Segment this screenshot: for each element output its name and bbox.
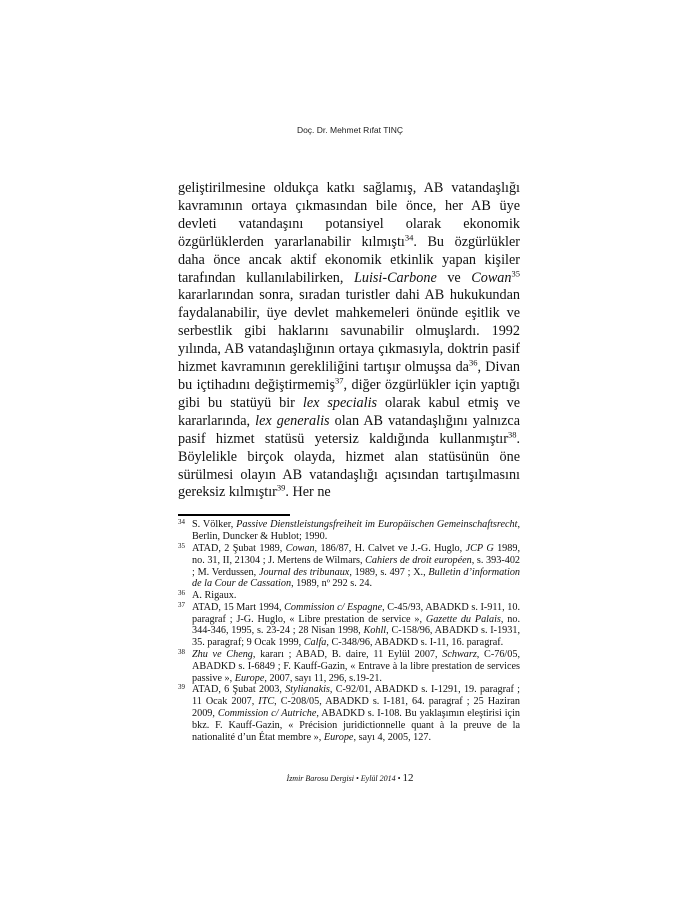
italic-text: Cahiers de droit européen xyxy=(365,554,472,566)
footnote xyxy=(178,649,520,684)
page-footer xyxy=(0,771,700,786)
text-run: , s. 393-402 ; M. Verdussen, xyxy=(192,554,521,578)
italic-text: Luisi-Carbone xyxy=(353,269,437,286)
text-run: , 1989, s. 497 ; X., xyxy=(349,566,429,578)
footnote-ref: 35 xyxy=(511,267,520,278)
text-run: . Her ne xyxy=(285,484,331,501)
text-run: . Bu özgürlükler daha önce ancak aktif ekonomik etkinlik yapan kişiler tarafından kullanılabilirken, xyxy=(178,233,520,286)
italic-text: Commission c/ Autriche xyxy=(217,708,317,720)
footnote xyxy=(178,602,520,649)
footnote-number: 36 xyxy=(178,589,185,598)
footnote-number: 34 xyxy=(178,518,185,527)
footnote xyxy=(178,684,520,743)
text-run: kararlarından sonra, sıradan turistler dahi AB hukukundan faydalanabilir, üye devlet mahkemeleri önünde eşitlik ve serbestlik gibi haklarını savunabilir olmuşlardı. 1992 yılında, AB vatandaşlığının ortaya çıkmasıyla, doktrin pasif hizmet kavramının gerekliliğini tartışır olmuşsa da xyxy=(178,287,520,376)
text-run: , 1989, nº 292 s. 24. xyxy=(291,578,373,590)
italic-text: lex specialis xyxy=(302,394,378,411)
text-run: . Böylelikle birçok olayda, hizmet alan statüsünün öne sürülmesi olayın AB vatandaşlığı açısından tartışılmasını gereksiz kılmıştır xyxy=(178,430,520,501)
text-run: , Berlin, Duncker & Hublot; 1990. xyxy=(192,519,520,543)
text-run: , C-208/05, ABADKD s. I-181, 64. paragraf ; 25 Haziran 2009, xyxy=(192,696,520,720)
italic-text: Passive Dienstleistungsfreiheit im Europäischen Gemeinschaftsrecht xyxy=(236,519,518,531)
text-run: , C-348/96, ABADKD s. I-11, 16. paragraf. xyxy=(326,637,504,649)
footnote xyxy=(178,519,520,543)
text-run: , diğer özgürlükler için yaptığı gibi bu statüyü bir xyxy=(178,376,520,411)
text-run: , C-158/96, ABADKD s. I-1931, 35. paragraf; 9 Ocak 1999, xyxy=(192,625,520,649)
text-run: ATAD, 2 Şubat 1989, xyxy=(192,542,286,554)
text-run: , no. 344-346, 1995, s. 23-24 ; 28 Nisan 1998, xyxy=(192,613,521,637)
footnote xyxy=(178,543,520,590)
footnote-number: 39 xyxy=(178,683,185,692)
italic-text: Cowan xyxy=(471,269,512,286)
italic-text: Cowan xyxy=(285,542,315,554)
footnote-number: 38 xyxy=(178,648,185,657)
text-run: , C-92/01, ABADKD s. I-1291, 19. paragraf ; 11 Ocak 2007, xyxy=(192,684,520,708)
italic-text: Zhu ve Cheng xyxy=(192,649,253,661)
italic-text: JCP G xyxy=(465,542,494,554)
text-run: A. Rigaux. xyxy=(192,590,237,602)
footnote xyxy=(178,590,520,602)
text-run: 1989, no. 31, II, 21304 ; J. Mertens de Wilmars, xyxy=(192,542,520,566)
text-run: olarak kabul etmiş ve kararlarında, xyxy=(178,394,520,429)
italic-text: ITC xyxy=(258,696,275,708)
text-run: ve xyxy=(436,269,472,286)
footnotes xyxy=(178,519,520,743)
italic-text: Europe xyxy=(234,672,265,684)
footnote-ref: 36 xyxy=(468,357,478,368)
footnote-divider xyxy=(178,514,290,516)
italic-text: Gazette du Palais xyxy=(425,613,501,625)
italic-text: Europe xyxy=(323,731,354,743)
issue-date: Eylül 2014 xyxy=(360,774,396,784)
footer-separator: • xyxy=(355,774,359,784)
italic-text: Schwarz xyxy=(442,649,477,661)
text-run: geliştirilmesine oldukça katkı sağlamış, AB vatandaşlığı kavramının ortaya çıkmasından bile önce, her AB üye devleti vatandaşını potansiyel olarak ekonomik özgürlüklerden yararlanabilir kılmıştı xyxy=(178,180,520,250)
running-header: Doç. Dr. Mehmet Rıfat TINÇ xyxy=(296,125,404,135)
page xyxy=(178,0,520,826)
text-run: , C-45/93, ABADKD s. I-911, 10. paragraf ; J-G. Huglo, « Libre prestation de service », xyxy=(192,601,520,625)
text-run: , 186/87, H. Calvet ve J.-G. Huglo, xyxy=(314,542,466,554)
footnote-number: 35 xyxy=(178,541,185,550)
text-run: , ABADKD s. I-108. Bu yaklaşımın eleştirisi için bkz. F. Kauff-Gazin, « Précision juridictionnelle quant à la preuve de la nationalité d’un État membre », xyxy=(192,708,520,743)
text-run: , C-76/05, ABADKD s. I-6849 ; F. Kauff-Gazin, « Entrave à la libre prestation de services passive », xyxy=(192,649,520,684)
italic-text: lex generalis xyxy=(255,412,330,429)
text-run: ATAD, 15 Mart 1994, xyxy=(192,601,285,613)
footnote-ref: 39 xyxy=(276,482,286,493)
italic-text: Bulletin d’information de la Cour de Cassation xyxy=(192,566,521,590)
italic-text: Journal des tribunaux xyxy=(258,566,350,578)
text-run: , kararı ; ABAD, B. daire, 11 Eylül 2007, xyxy=(252,649,443,661)
footnote-number: 37 xyxy=(178,600,185,609)
italic-text: Kohll xyxy=(363,625,387,637)
text-run: , sayı 4, 2005, 127. xyxy=(353,731,432,743)
text-run: , 2007, sayı 11, 296, s.19-21. xyxy=(264,672,382,684)
body-text xyxy=(178,180,520,502)
italic-text: Stylianakis xyxy=(285,684,330,696)
text-run: olan AB vatandaşlığını yalnızca pasif hizmet statüsü yetersiz kaldığında kullanmıştır xyxy=(178,412,520,447)
footnote-ref: 34 xyxy=(404,231,414,242)
italic-text: Commission c/ Espagne xyxy=(284,601,383,613)
page-number: 12 xyxy=(402,772,414,785)
footer-separator: • xyxy=(397,774,401,784)
footnote-ref: 37 xyxy=(335,375,344,386)
text-run: S. Völker, xyxy=(192,519,237,531)
text-run: ATAD, 6 Şubat 2003, xyxy=(192,684,286,696)
text-run: , Divan bu içtihadını değiştirmemiş xyxy=(178,359,520,393)
journal-name: İzmir Barosu Dergisi xyxy=(286,774,354,784)
italic-text: Calfa xyxy=(303,637,327,649)
footnote-ref: 38 xyxy=(507,428,517,439)
